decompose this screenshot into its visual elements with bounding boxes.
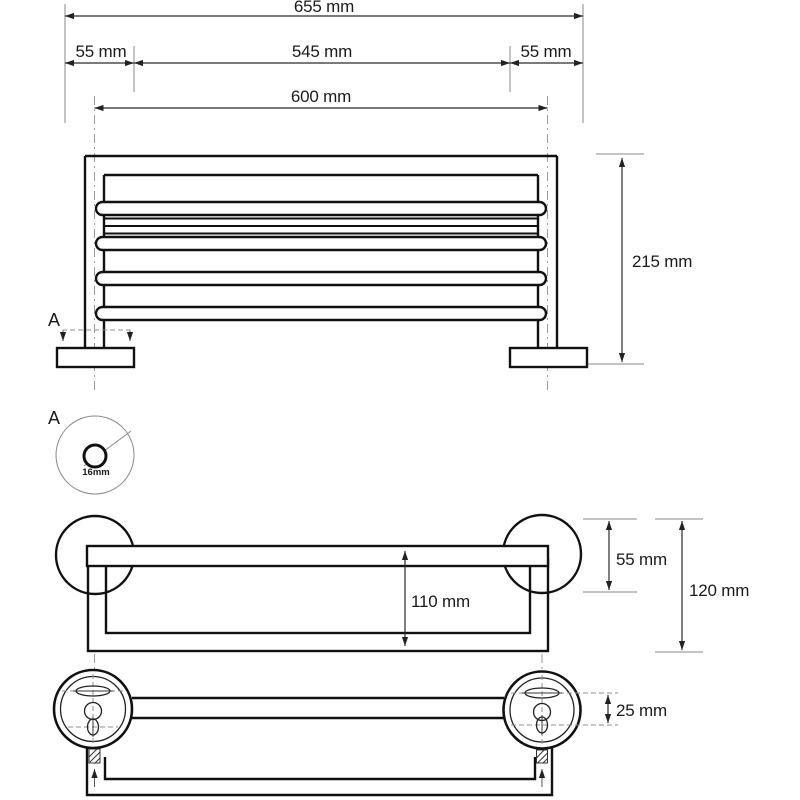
towel-rail-bar (96, 307, 546, 320)
shelf-bar-side (87, 546, 548, 566)
top-dimensions (65, 0, 583, 108)
dim-label-rail-drop: 110 mm (411, 592, 470, 611)
towel-rail-bar (96, 202, 546, 215)
detail-callout-label: A (48, 310, 60, 330)
dim-label-right-inset: 55 mm (520, 42, 572, 61)
plan-view (54, 670, 667, 795)
plan-loop-inner (105, 757, 535, 779)
dim-label-hole-spacing: 25 mm (616, 701, 667, 720)
detail-view-label: A (48, 408, 60, 428)
left-wall-connector (89, 749, 100, 763)
right-wall-foot (510, 348, 587, 367)
dim-label-rosette-diameter: 55 mm (616, 550, 667, 569)
hatch-line (538, 753, 548, 763)
hatch-line (537, 750, 545, 758)
dim-label-tube-diameter: 16mm (82, 467, 110, 478)
side-view (56, 515, 749, 671)
dim-label-left-inset: 55 mm (75, 42, 127, 61)
hatch-line (543, 759, 548, 764)
dim-label-center-span: 545 mm (291, 42, 353, 61)
dim-label-rail-length: 600 mm (290, 87, 352, 106)
detail-callout-bracket (63, 330, 130, 339)
hatch-line (90, 752, 100, 762)
detail-a-view (48, 408, 134, 494)
dim-label-overall-width: 655 mm (293, 0, 355, 16)
right-wall-connector (537, 750, 548, 763)
top-extension-lines (65, 4, 583, 392)
towel-rail-bar (96, 237, 546, 250)
left-wall-foot (57, 348, 134, 367)
towel-loop-outer (88, 560, 548, 651)
plan-loop-outer (87, 744, 552, 795)
towel-rail-bar (96, 272, 546, 285)
dim-label-overall-depth: 120 mm (689, 581, 750, 600)
hatch-line (95, 758, 100, 763)
front-view (48, 154, 692, 367)
tube-cross-section (84, 445, 106, 467)
dim-label-overall-height: 215 mm (632, 252, 693, 271)
